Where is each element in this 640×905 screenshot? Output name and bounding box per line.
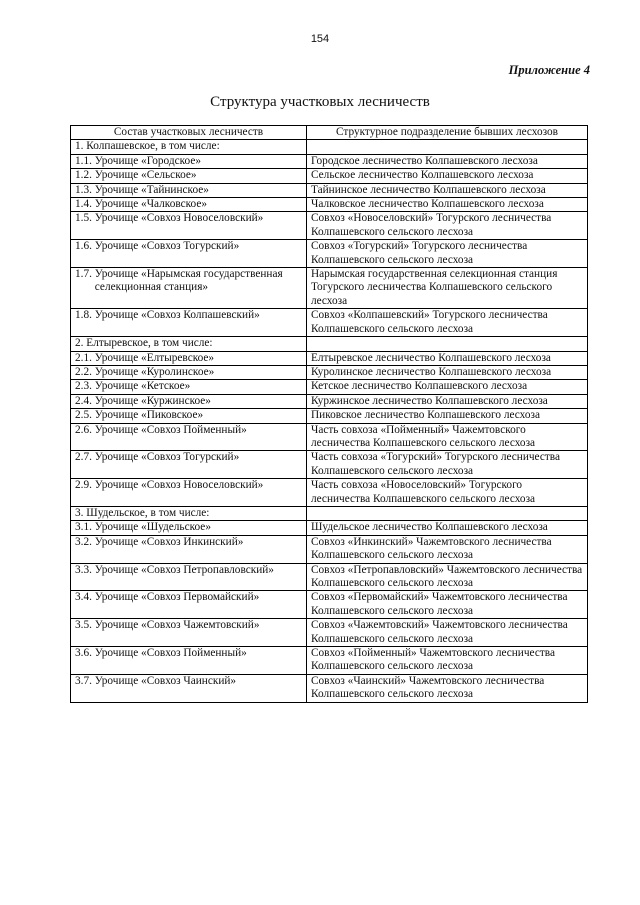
tract-number: 1.3.	[75, 183, 92, 196]
table-group-row	[71, 337, 588, 351]
tract-number: 3.1.	[75, 521, 92, 534]
tract-name-cell	[71, 535, 307, 563]
tract-label	[75, 675, 302, 688]
tract-name: Урочище «Совхоз Тогурский»	[94, 451, 240, 464]
tract-name: Урочище «Сельское»	[94, 169, 197, 182]
table-row	[71, 535, 588, 563]
tract-label	[75, 198, 302, 211]
tract-number: 2.3.	[75, 380, 92, 393]
tract-name-cell	[71, 212, 307, 240]
former-division-cell: Сельское лесничество Колпашевского лесхоза	[307, 169, 588, 183]
tract-name-cell	[71, 451, 307, 479]
table-row	[71, 268, 588, 309]
tract-label	[75, 395, 302, 408]
tract-name-cell	[71, 183, 307, 197]
tract-name-cell	[71, 479, 307, 507]
tract-number: 1.1.	[75, 154, 92, 167]
former-division-cell	[307, 140, 588, 154]
tract-name: Урочище «Совхоз Первомайский»	[94, 591, 260, 604]
table-row	[71, 423, 588, 451]
tract-name: Урочище «Шудельское»	[94, 521, 211, 534]
tract-name-cell	[71, 394, 307, 408]
table-row	[71, 479, 588, 507]
table-row	[71, 394, 588, 408]
tract-label	[75, 155, 302, 168]
tract-name: Урочище «Совхоз Колпашевский»	[94, 309, 260, 322]
former-division-cell: Совхоз «Новоселовский» Тогурского лесничества Колпашевского сельского лесхоза	[307, 212, 588, 240]
tract-name: Урочище «Куржинское»	[94, 394, 211, 407]
tract-label	[75, 591, 302, 604]
table-row	[71, 409, 588, 423]
tract-name-cell	[71, 365, 307, 379]
former-division-cell	[307, 506, 588, 520]
tract-name-cell	[71, 154, 307, 168]
document-title: Структура участковых лесничеств	[210, 94, 430, 110]
tract-name: Урочище «Совхоз Пойменный»	[94, 423, 247, 436]
column-header-composition: Состав участковых лесничеств	[71, 126, 307, 140]
tract-label	[75, 240, 302, 253]
table-row	[71, 591, 588, 619]
group-title-cell: 1. Колпашевское, в том числе:	[71, 140, 307, 154]
tract-label	[75, 380, 302, 393]
tract-number: 1.4.	[75, 198, 92, 211]
table-row	[71, 380, 588, 394]
tract-label	[75, 424, 302, 437]
former-division-cell: Часть совхоза «Новоселовский» Тогурского лесничества Колпашевского сельского лесхоза	[307, 479, 588, 507]
tract-number: 1.7.	[75, 268, 92, 281]
tract-label	[75, 536, 302, 549]
tract-label	[75, 409, 302, 422]
former-division-cell: Совхоз «Инкинский» Чажемтовского лесничества Колпашевского сельского лесхоза	[307, 535, 588, 563]
tract-number: 3.5.	[75, 619, 92, 632]
tract-label	[75, 479, 302, 492]
tract-name: Урочище «Совхоз Пойменный»	[94, 647, 247, 660]
tract-label	[75, 169, 302, 182]
table-row	[71, 647, 588, 675]
tract-name-cell	[71, 674, 307, 702]
table-row	[71, 309, 588, 337]
table-row	[71, 240, 588, 268]
tract-name: Урочище «Куролинское»	[94, 365, 215, 378]
tract-name-cell	[71, 169, 307, 183]
tract-name: Урочище «Тайнинское»	[94, 183, 209, 196]
tract-name-cell	[71, 521, 307, 535]
tract-name-cell	[71, 591, 307, 619]
tract-label	[75, 352, 302, 365]
tract-number: 2.9.	[75, 479, 92, 492]
tract-name-cell	[71, 198, 307, 212]
tract-name-cell	[71, 647, 307, 675]
tract-number: 2.4.	[75, 394, 92, 407]
former-division-cell: Пиковское лесничество Колпашевского лесхоза	[307, 409, 588, 423]
tract-name-cell	[71, 563, 307, 591]
former-division-cell: Совхоз «Пойменный» Чажемтовского лесничества Колпашевского сельского лесхоза	[307, 647, 588, 675]
former-division-cell: Городское лесничество Колпашевского лесхоза	[307, 154, 588, 168]
tract-label	[75, 184, 302, 197]
table-group-row	[71, 506, 588, 520]
tract-number: 2.5.	[75, 409, 92, 422]
table-header-row	[71, 126, 588, 140]
tract-name-cell	[71, 409, 307, 423]
table-row	[71, 619, 588, 647]
table-body	[71, 140, 588, 702]
tract-name-cell	[71, 240, 307, 268]
tract-name: Урочище «Совхоз Новоселовский»	[94, 479, 264, 492]
tract-name-cell	[71, 268, 307, 309]
former-division-cell: Совхоз «Колпашевский» Тогурского лесничества Колпашевского сельского лесхоза	[307, 309, 588, 337]
tract-label	[75, 647, 302, 660]
former-division-cell: Совхоз «Первомайский» Чажемтовского лесничества Колпашевского сельского лесхоза	[307, 591, 588, 619]
former-division-cell: Кетское лесничество Колпашевского лесхоза	[307, 380, 588, 394]
tract-name: Урочище «Елтыревское»	[94, 351, 215, 364]
tract-name-cell	[71, 351, 307, 365]
tract-number: 2.2.	[75, 365, 92, 378]
tract-name: Урочище «Совхоз Чаинский»	[94, 674, 237, 687]
tract-label	[75, 212, 302, 225]
tract-label	[75, 619, 302, 632]
table-row	[71, 212, 588, 240]
former-division-cell: Елтыревское лесничество Колпашевского лесхоза	[307, 351, 588, 365]
former-division-cell: Часть совхоза «Пойменный» Чажемтовского лесничества Колпашевского сельского лесхоза	[307, 423, 588, 451]
table-row	[71, 365, 588, 379]
former-division-cell: Совхоз «Тогурский» Тогурского лесничества Колпашевского сельского лесхоза	[307, 240, 588, 268]
table-row	[71, 169, 588, 183]
tract-number: 3.6.	[75, 647, 92, 660]
tract-number: 2.6.	[75, 423, 92, 436]
tract-number: 3.2.	[75, 535, 92, 548]
tract-number: 3.7.	[75, 674, 92, 687]
former-division-cell: Куржинское лесничество Колпашевского лесхоза	[307, 394, 588, 408]
table-row	[71, 198, 588, 212]
tract-name: Урочище «Нарымская государственная селекционная станция»	[94, 268, 283, 294]
tract-label	[75, 521, 302, 534]
table-row	[71, 521, 588, 535]
tract-label	[75, 268, 302, 295]
former-division-cell: Шудельское лесничество Колпашевского лесхоза	[307, 521, 588, 535]
former-division-cell: Куролинское лесничество Колпашевского лесхоза	[307, 365, 588, 379]
table-row	[71, 183, 588, 197]
tract-name: Урочище «Совхоз Тогурский»	[94, 240, 240, 253]
tract-name-cell	[71, 619, 307, 647]
tract-number: 2.1.	[75, 351, 92, 364]
tract-name: Урочище «Городское»	[94, 154, 201, 167]
group-title-cell: 3. Шудельское, в том числе:	[71, 506, 307, 520]
former-division-cell: Совхоз «Чаинский» Чажемтовского лесничества Колпашевского сельского лесхоза	[307, 674, 588, 702]
former-division-cell: Нарымская государственная селекционная станция Тогурского лесничества Колпашевского сельского лесхоза	[307, 268, 588, 309]
tract-label	[75, 309, 302, 322]
tract-name: Урочище «Чалковское»	[94, 198, 208, 211]
tract-name: Урочище «Совхоз Инкинский»	[94, 535, 244, 548]
tract-name-cell	[71, 423, 307, 451]
column-header-former-division: Структурное подразделение бывших лесхозов	[307, 126, 588, 140]
table-row	[71, 451, 588, 479]
former-division-cell: Совхоз «Петропавловский» Чажемтовского лесничества Колпашевского сельского лесхоза	[307, 563, 588, 591]
tract-number: 1.6.	[75, 240, 92, 253]
tract-name-cell	[71, 309, 307, 337]
appendix-label: Приложение 4	[508, 63, 590, 77]
tract-name: Урочище «Совхоз Чажемтовский»	[94, 619, 260, 632]
tract-label	[75, 451, 302, 464]
tract-name: Урочище «Кетское»	[94, 380, 191, 393]
tract-number: 3.3.	[75, 563, 92, 576]
forestry-structure-table	[70, 125, 588, 703]
tract-number: 1.5.	[75, 212, 92, 225]
tract-name: Урочище «Совхоз Новоселовский»	[94, 212, 264, 225]
table-row	[71, 674, 588, 702]
tract-number: 1.2.	[75, 169, 92, 182]
tract-number: 1.8.	[75, 309, 92, 322]
tract-number: 2.7.	[75, 451, 92, 464]
tract-number: 3.4.	[75, 591, 92, 604]
former-division-cell: Совхоз «Чажемтовский» Чажемтовского лесничества Колпашевского сельского лесхоза	[307, 619, 588, 647]
table-row	[71, 351, 588, 365]
tract-label	[75, 366, 302, 379]
tract-name: Урочище «Пиковское»	[94, 409, 204, 422]
tract-name: Урочище «Совхоз Петропавловский»	[94, 563, 274, 576]
former-division-cell	[307, 337, 588, 351]
group-title-cell: 2. Елтыревское, в том числе:	[71, 337, 307, 351]
table-row	[71, 563, 588, 591]
tract-label	[75, 564, 302, 577]
former-division-cell: Часть совхоза «Тогурский» Тогурского лесничества Колпашевского сельского лесхоза	[307, 451, 588, 479]
table-row	[71, 154, 588, 168]
tract-name-cell	[71, 380, 307, 394]
former-division-cell: Тайнинское лесничество Колпашевского лесхоза	[307, 183, 588, 197]
former-division-cell: Чалковское лесничество Колпашевского лесхоза	[307, 198, 588, 212]
page-number: 154	[310, 33, 330, 45]
table-group-row	[71, 140, 588, 154]
